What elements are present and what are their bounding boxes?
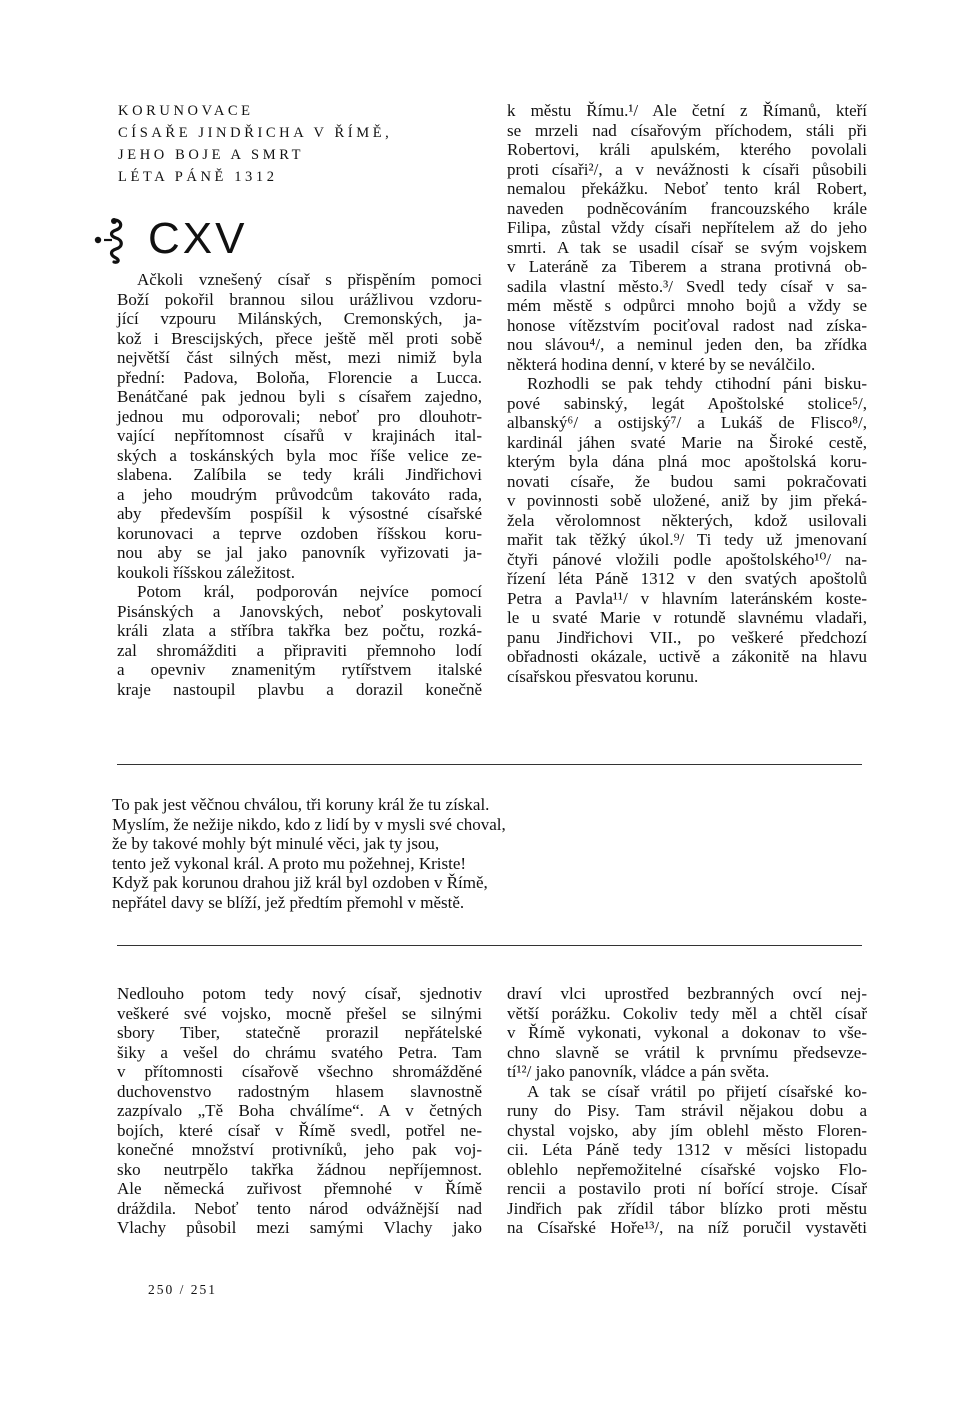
ornament-icon xyxy=(92,214,134,264)
text-line: nou aby se jal jako panovník vyřizovati ja- xyxy=(117,543,482,562)
text-line: přední: Padova, Boloňa, Florencie a Lucca. xyxy=(117,367,482,387)
divider-rule xyxy=(117,945,862,946)
text-line: jící vzpouru Milánských, Cremonských, ja- xyxy=(117,309,482,328)
text-line: na Císařské Hoře¹³/, na níž poručil vystavěti xyxy=(507,1218,867,1237)
text-line: žela věrolomnost některých, kdož usilovali xyxy=(507,510,867,530)
chapter-heading xyxy=(118,100,478,188)
text-line: některá hodina denní, v které by se neválčilo. xyxy=(507,354,816,374)
text-line: chno slavně se vrátil k prvnímu předsevze- xyxy=(507,1042,867,1062)
chapter-number-block xyxy=(92,214,247,264)
text-line: mém městě s odpůrci mnoho bojů a vždy se xyxy=(507,296,867,315)
text-line: cii. Léta Páně tedy 1312 v měsíci listopadu xyxy=(507,1140,867,1159)
text-line: Rozhodli se pak tehdy ctihodní páni bisku- xyxy=(527,374,867,393)
text-line: Ačkoli vznešený císař s přispěním pomoci xyxy=(137,270,482,289)
text-line: honose vítězstvím pociťoval radost nad získa- xyxy=(507,315,867,335)
text-line: v povinnosti sobě uložené, aniž by jim překá- xyxy=(507,491,867,510)
text-line: Robertovi, králi apulském, kterého povolali xyxy=(507,140,867,159)
text-line: ských a toskánských byla moc říše velice ze- xyxy=(117,445,482,465)
verse-line: Když pak korunou drahou již král byl ozdoben v Římě, xyxy=(112,873,488,892)
text-line: sadila vlastní město.³/ Svedl tedy císař v sa- xyxy=(507,276,867,296)
text-line: pové sabinský, legát Apoštolské stolice⁵/, xyxy=(507,393,867,413)
verse-line: nepřátel davy se blíží, jež předtím přemohl v městě. xyxy=(112,892,465,912)
text-line: draví vlci uprostřed bezbranných ovcí nej- xyxy=(507,984,867,1003)
column-right-bottom xyxy=(507,984,867,1238)
text-line: v Římě vykonati, vykonal a dokonav to vše- xyxy=(507,1023,867,1042)
column-left-bottom xyxy=(117,984,482,1238)
text-line: Potom král, podporován nejvíce pomocí xyxy=(137,582,482,601)
text-line: k městu Římu.¹/ Ale četní z Římanů, kteří xyxy=(507,101,867,120)
text-line: sbory Tiber, statečně prorazil nepřátelské xyxy=(117,1023,482,1042)
verse-line: Myslím, že nežije nikdo, kdo z lidí by v mysli své choval, xyxy=(112,814,506,834)
text-line: nemalou překážku. Neboť tento král Robert, xyxy=(507,179,867,198)
text-line: runy do Pisy. Tam strávil nějakou dobu a xyxy=(507,1101,867,1120)
text-line: nou slávou⁴/, a neminul jeden den, ba zřídka xyxy=(507,335,867,354)
text-line: Petra a Pavla¹¹/ v hlavním lateránském koste- xyxy=(507,588,867,608)
text-line: konečné množství protivníků, jeho pak voj- xyxy=(117,1140,482,1159)
verse-line: že by takové mohly být minulé věci, jak ty jsou, xyxy=(112,834,440,853)
text-line: aby především pospíšil k výsostné císařské xyxy=(117,504,482,523)
text-line: čtyři pánové vložili podle apoštolského¹⁰/ na- xyxy=(507,549,867,569)
text-line: větší porážku. Cokoliv tedy měl a chtěl císař xyxy=(507,1003,867,1023)
verse-block xyxy=(112,795,632,912)
heading-line: CÍSAŘE JINDŘICHA V ŘÍMĚ, xyxy=(118,125,393,141)
text-line: kterým byla dána plná moc apoštolská koru- xyxy=(507,452,867,471)
text-line: smrti. A tak se usadil císař se svým vojskem xyxy=(507,237,867,257)
text-line: v přítomnosti císařově všechno shromážděné xyxy=(117,1062,482,1081)
heading-line: LÉTA PÁNĚ 1312 xyxy=(118,169,278,185)
text-line: bojích, které císař v Římě svedl, potřel ne- xyxy=(117,1120,482,1140)
text-line: dráždila. Neboť tento národ odvážnější nad xyxy=(117,1198,482,1218)
text-line: le u svaté Marie v rotundě slavnému vladaři, xyxy=(507,608,867,627)
text-line: Jindřich pak zřídil tábor blízko proti městu xyxy=(507,1198,867,1218)
text-line: Boží pokořil brannou silou urážlivou vzdoru- xyxy=(117,289,482,309)
text-line: slabena. Zalíbila se tedy králi Jindřichovi xyxy=(117,465,482,484)
text-line: duchovenstvo radostným hlasem slavnostně xyxy=(117,1081,482,1101)
column-right-top xyxy=(507,101,867,686)
text-line: veškeré své vojsko, mocně přešel se silnými xyxy=(117,1003,482,1023)
page-number: 250 / 251 xyxy=(148,1282,218,1297)
text-line: největší část silných měst, mezi nimiž byla xyxy=(117,348,482,367)
text-line: tí¹²/ jako panovník, vládce a pán světa. xyxy=(507,1062,770,1081)
text-line: Vlachy působil mezi samými Vlachy jako xyxy=(117,1218,482,1237)
text-line: kardinál jáhen svaté Marie na Široké cestě, xyxy=(507,432,867,452)
text-line: rencii a postavilo proti ní bořící stroje. Císař xyxy=(507,1179,867,1198)
text-line: jednou mu odporovali; neboť pro dlouhotr- xyxy=(117,406,482,426)
text-line: kraje nastoupil plavbu a dorazil konečně xyxy=(117,679,482,699)
text-line: a jeho moudrým průvodcům takováto rada, xyxy=(117,484,482,504)
text-line: a opevniv znamenitým rytířstvem italské xyxy=(117,660,482,679)
verse-line: tento jež vykonal král. A proto mu požehnej, Kriste! xyxy=(112,853,467,873)
text-line: albanský⁶/ a ostijský⁷/ a Lukáš de Flisco⁸/, xyxy=(507,413,867,432)
text-line: novati císaře, že budou sami pokračovati xyxy=(507,471,867,491)
text-line: Pisánských a Janovských, neboť poskytovali xyxy=(117,601,482,621)
text-line: proti císaři²/, a v nevážnosti k císaři působili xyxy=(507,159,867,179)
divider-rule xyxy=(117,764,862,765)
heading-line: KORUNOVACE xyxy=(118,103,254,119)
text-line: vající nepřítomnost císařů v krajinách ital- xyxy=(117,426,482,445)
text-line: chystal vojsko, aby jím oblehl město Floren- xyxy=(507,1120,867,1140)
text-line: Filipa, zůstal vždy císaři nepřítelem až do jeho xyxy=(507,218,867,237)
text-line: koukoli říšskou záležitost. xyxy=(117,562,296,582)
heading-line: JEHO BOJE A SMRT xyxy=(118,147,305,163)
verse-line: To pak jest věčnou chválou, tři koruny král že tu získal. xyxy=(112,795,490,814)
text-line: šiky a vešel do chrámu svatého Petra. Tam xyxy=(117,1042,482,1062)
text-line: obřadnosti okázale, uctivě a zákonitě na hlavu xyxy=(507,647,867,666)
text-line: zal shromážditi a připraviti přemnoho lodí xyxy=(117,640,482,660)
text-line: mařit tak těžký úkol.⁹/ Ti tedy už jmenovaní xyxy=(507,530,867,549)
text-line: A tak se císař vrátil po přijetí císařské ko- xyxy=(527,1081,867,1101)
column-left-top xyxy=(117,270,482,699)
text-line: naveden podněcováním francouzského krále xyxy=(507,198,867,218)
text-line: kož i Brescijských, přece ještě měl proti sobě xyxy=(117,328,482,348)
text-line: sko neutrpělo takřka žádnou nepříjemnost. xyxy=(117,1159,482,1179)
text-line: oblehlo nepřemožitelné císařské vojsko Flo- xyxy=(507,1159,867,1179)
text-line: Nedlouho potom tedy nový císař, sjednotiv xyxy=(117,984,482,1003)
text-line: v Lateráně za Tiberem a strana protivná ob- xyxy=(507,257,867,276)
text-line: císařskou přesvatou korunu. xyxy=(507,666,699,686)
text-line: řízení léta Páně 1312 v den svatých apoštolů xyxy=(507,569,867,588)
text-line: Ale německá zuřivost přemnohé v Římě xyxy=(117,1179,482,1198)
chapter-number: CXV xyxy=(148,214,248,263)
text-line: se mrzeli nad císařovým příchodem, stáli při xyxy=(507,120,867,140)
text-line: králi zlata a stříbra takřka bez počtu, rozká- xyxy=(117,621,482,640)
text-line: zazpívalo „Tě Boha chválíme“. A v četných xyxy=(117,1101,482,1120)
text-line: panu Jindřichovi VII., po veškeré předchozí xyxy=(507,627,867,647)
text-line: Benátčané pak jednou byli s císařem zajedno, xyxy=(117,387,482,406)
text-line: korunovaci a teprve ozdoben říšskou koru- xyxy=(117,523,482,543)
